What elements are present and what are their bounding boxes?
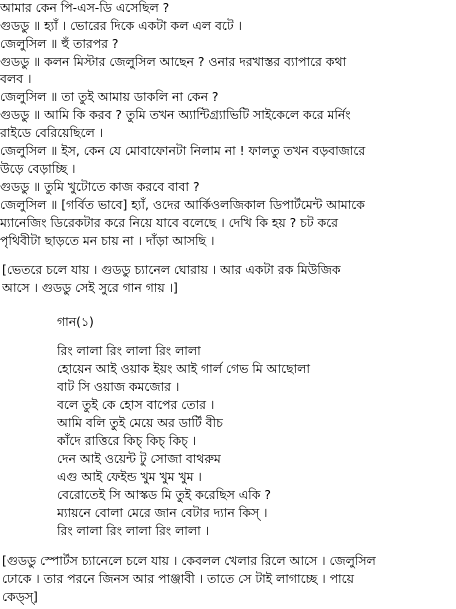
dialogue-line: উড়ে বেড়াচ্ছি । [0, 161, 76, 176]
dialogue-line: গুডডু ॥ হ্যাঁ । ভোরের দিকে একটা কল এল বটে । [0, 18, 242, 33]
song-line: বাট সি ওয়াজ কমজোর । [57, 379, 180, 394]
dialogue-line: জেলুসিল ॥ তা তুই আমায় ডাকলি না কেন ? [0, 89, 219, 104]
song-line: ম্যায়নে বোলা মেরে জান বেটার দ্যান কিস্ । [57, 505, 268, 520]
song-heading: গান(১) [57, 314, 94, 329]
dialogue-line: গুডডু ॥ কলন মিস্টার জেলুসিল আছেন ? ওনার দরখাস্তর ব্যাপারে কথা [0, 54, 347, 69]
dialogue-line: রাইডে বেরিয়েছিলে । [0, 125, 104, 140]
dialogue-line: জেলুসিল ॥ ইস, কেন যে মোবাফোনটা নিলাম না ! ফালতু তখন বড়বাজারে [0, 143, 366, 158]
stage-direction: আসে । গুডডু সেই সুরে গান গায় ।] [2, 280, 178, 295]
song-line: দেন আই ওয়েন্ট টু সোজা বাথরুম [57, 451, 221, 466]
song-line: আমি বলি তুই মেয়ে অর ডার্টি বীচ [57, 415, 223, 430]
stage-direction: কেড্স্] [2, 589, 38, 604]
dialogue-line: গুডডু ॥ আমি কি করব ? তুমি তখন অ্যান্টিগ্র্যাভিটি সাইকেলে করে মর্নিং [0, 107, 351, 122]
dialogue-line: বলব । [0, 71, 32, 86]
dialogue-line: আমার কেন পি-এস-ডি এসেছিল ? [0, 0, 170, 15]
dialogue-line: জেলুসিল ॥ হুঁ তারপর ? [0, 36, 119, 51]
stage-direction: [গুডডু স্পোর্টস চ্যানেলে চলে যায় । কেবলল খেলার রিলে আসে । জেলুসিল [2, 553, 376, 568]
stage-direction: ঢোকে । তার পরনে জিনস আর পাঞ্জাবী । তাতে সে টাই লাগাচ্ছে । পায়ে [2, 571, 354, 586]
song-line: কাঁদে রাত্তিরে কিচ্ কিচ্ কিচ্ । [57, 433, 197, 448]
song-line: বলে তুই কে হোস বাপের তোর । [57, 397, 215, 412]
song-line: রিং লালা রিং লালা রিং লালা [57, 343, 201, 358]
song-line: বেরোতেই সি আস্কড মি তুই করেছিস একি ? [57, 487, 271, 502]
dialogue-line: জেলুসিল ॥ [গর্বিত ভাবে] হ্যাঁ, ওদের আর্কিওলজিকাল ডিপার্টমেন্ট আমাকে [0, 197, 365, 212]
song-line: রিং লালা রিং লালা রিং লালা । [57, 523, 210, 538]
dialogue-line: ম্যানেজিং ডিরেকটার করে নিয়ে যাবে বলেছে । দেখি কি হয় ? চট করে [0, 215, 338, 230]
song-line: হোয়েন আই ওয়াক ইয়ং আই গার্ল গেভ মি আছোলা [57, 361, 310, 376]
stage-direction: [ভেতরে চলে যায় । গুডডু চ্যানেল ঘোরায় । আর একটা রক মিউজিক [2, 262, 341, 277]
dialogue-line: পৃথিবীটা ছাড়তে মন চায় না । দাঁড়া আসছি । [0, 233, 215, 248]
song-line: এগু আই ফেইন্ড খুম খুম খুম । [57, 469, 202, 484]
dialogue-line: গুডডু ॥ তুমি খুটোতে কাজ করবে বাবা ? [0, 179, 200, 194]
